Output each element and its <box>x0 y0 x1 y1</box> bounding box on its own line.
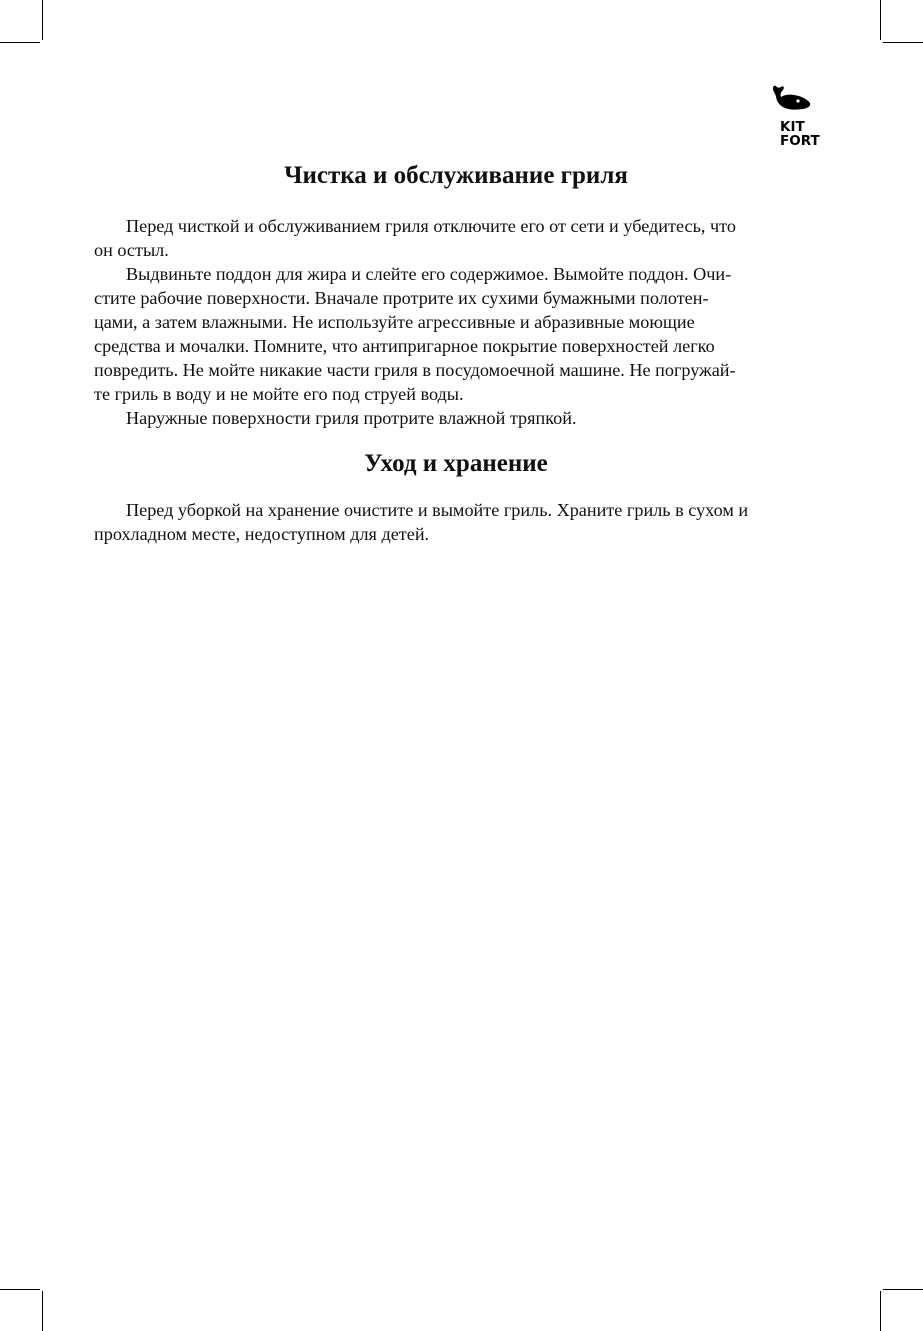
whale-icon <box>770 84 814 118</box>
paragraph-line: те гриль в воду и не мойте его под струей воды. <box>94 384 464 404</box>
crop-mark <box>42 1291 43 1331</box>
paragraph-line: повредить. Не мойте никакие части гриля в посудомоечной машине. Не погружай- <box>94 360 736 380</box>
section-title-cleaning: Чистка и обслуживание гриля <box>284 162 628 189</box>
paragraph-line: Наружные поверхности гриля протрите влажной тряпкой. <box>126 408 577 428</box>
logo-line: KIT <box>780 119 805 135</box>
crop-mark <box>42 0 43 40</box>
paragraph-line: стите рабочие поверхности. Вначале протрите их сухими бумажными полотен- <box>94 288 709 308</box>
paragraph-line: Выдвиньте поддон для жира и слейте его содержимое. Вымойте поддон. Очи- <box>126 264 732 284</box>
paragraph-line: Перед чисткой и обслуживанием гриля отключите его от сети и убедитесь, что <box>126 216 736 236</box>
paragraph-line: прохладном месте, недоступном для детей. <box>94 524 430 544</box>
section-body-storage <box>94 498 818 546</box>
crop-mark <box>880 0 881 40</box>
paragraph-line: цами, а затем влажными. Не используйте агрессивные и абразивные моющие <box>94 312 695 332</box>
logo-wordmark <box>780 120 820 148</box>
logo-line: FORT <box>780 133 820 149</box>
kitfort-logo <box>764 84 834 154</box>
section-title-storage: Уход и хранение <box>364 450 548 477</box>
crop-mark <box>883 1289 923 1290</box>
paragraph-line: он остыл. <box>94 240 169 260</box>
crop-mark <box>0 1289 40 1290</box>
section-body-cleaning <box>94 214 818 430</box>
paragraph-line: Перед уборкой на хранение очистите и вымойте гриль. Храните гриль в сухом и <box>126 500 749 520</box>
crop-mark <box>880 1291 881 1331</box>
paragraph-line: средства и мочалки. Помните, что антипригарное покрытие поверхностей легко <box>94 336 715 356</box>
crop-mark <box>0 42 40 43</box>
crop-mark <box>883 42 923 43</box>
